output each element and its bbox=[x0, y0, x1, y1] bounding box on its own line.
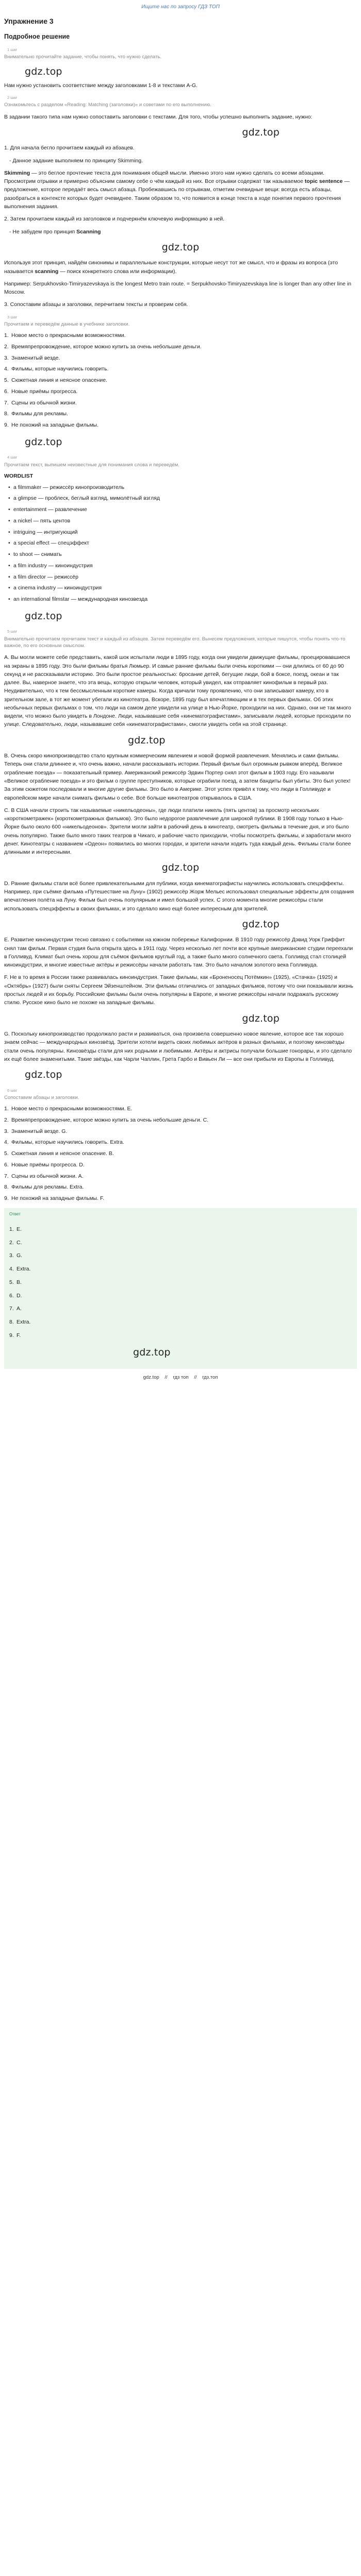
search-banner: Ищите нас по запросу ГДЗ ТОП bbox=[141, 4, 220, 10]
text-span: — предложение, которое передаёт весь смысл абзаца. Пробежавшись по отрывкам, отметим очевидные вещи: всегда есть абзацы, разобраться в контексте которых будет очевиднее. Таким образом то, что появится в конце текста в ходе понятия первого прочтения выполнения задания. bbox=[4, 178, 350, 210]
list-item: 7. Сцены из обычной жизни. bbox=[4, 399, 77, 406]
list-item: 6. Новые приёмы прогресса. D. bbox=[4, 1161, 85, 1168]
answer-item-text: Extra. bbox=[17, 1319, 31, 1326]
footer-link[interactable]: gdz.top bbox=[143, 1375, 159, 1381]
vocab-item: • a nickel — пять центов bbox=[8, 517, 357, 526]
answer-item: 5. B. bbox=[9, 1279, 22, 1285]
watermark: gdz.top bbox=[25, 66, 62, 78]
step-3 bbox=[4, 314, 357, 430]
list-item-text: Новые приёмы прогресса. bbox=[11, 388, 78, 395]
list-item-text: Времяпрепровождение, которое можно купить за очень небольшие деньги. C. bbox=[11, 1116, 209, 1123]
answer-label: Ответ bbox=[9, 1211, 21, 1216]
answer-item: 7. A. bbox=[9, 1306, 22, 1312]
vocab-item: • a special effect — спецэффект bbox=[8, 539, 357, 548]
footer-link[interactable]: гдз топ bbox=[173, 1375, 189, 1381]
answer-item-text: Extra. bbox=[17, 1266, 31, 1273]
list-item-text: Фильмы для рекламы. bbox=[11, 411, 69, 417]
term-skimming: Skimming bbox=[4, 170, 30, 176]
watermark: gdz.top bbox=[128, 734, 166, 746]
step-2 bbox=[4, 95, 357, 309]
list-item: 6. Новые приёмы прогресса. bbox=[4, 388, 78, 395]
step-label: 1 шаг bbox=[7, 47, 18, 52]
step-label: 6 шаг bbox=[7, 1088, 18, 1093]
watermark: gdz.top bbox=[242, 1012, 280, 1024]
footer-separator: // bbox=[194, 1375, 197, 1381]
answer-item: 2. C. bbox=[9, 1239, 22, 1246]
list-item: 1. Новое место о прекрасными возможностями. E. bbox=[4, 1106, 133, 1112]
watermark: gdz.top bbox=[161, 862, 200, 874]
step-label: 2 шаг bbox=[7, 95, 18, 100]
vocab-item: • a film director — режиссёр bbox=[8, 573, 357, 582]
step-caption: Внимательно прочитайте задание, чтобы понять, что нужно сделать. bbox=[4, 54, 162, 60]
list-item-text: Фильмы для рекламы. Extra. bbox=[11, 1184, 84, 1191]
list-item: 5. Сюжетная линия и неясное оnacение. B. bbox=[4, 1150, 114, 1157]
text-span: — это беглое прочтение текста для понимания общей мысли. Именно этого нам нужно сделать со всеми абзацами. Просмотрим отрывки и примерно объясним самому себе о чём каждый из них. Все отрывки содержат так называемое bbox=[4, 170, 325, 185]
list-item: 5. Сюжетная линия и неясное оnacение. bbox=[4, 377, 107, 384]
list-item: 3. Знаменитый вездe. bbox=[4, 354, 60, 361]
headings-list bbox=[4, 332, 357, 430]
list-item-text: Знаменитый вездe. bbox=[11, 354, 60, 361]
list-item-text: Не похожий на западные фильмы. bbox=[11, 422, 99, 429]
list-item-text: Новые приёмы прогресса. D. bbox=[11, 1161, 85, 1168]
step-text: Нам нужно установить соответствие между заголовками 1-8 и текстами A-G. bbox=[4, 82, 198, 89]
text-paragraph-c: C. В США начали строить так называемые «никельодеоны», где люди платили никель (пять центов) за просмотр нескольких «короткометражек» (короткометражных фильмов). Это было недорогое развлечение для широкой публики. В 1908 году только в Нью-Йорке было около 600 «никельодеонов». Зрители могли зайти в рабочий день в кинотеатр, смотреть фильмы в течение дня, и это было очень популярно. Также было много таких театров в Чикаго, и рабочие часто приходили, чтобы посмотреть фильмы, и заработали много денег. Кинотеатры с названием «Одеон» появились во многих городах, и зрители начали ходить туда каждый день. Фильмы стали более длинными и интересными. bbox=[4, 807, 351, 856]
watermark: gdz.top bbox=[242, 918, 280, 930]
vocab-item: • a film industry — кинoиндустрия bbox=[8, 562, 357, 570]
answer-item-text: B. bbox=[17, 1279, 22, 1285]
step-caption: Прочитаем текст, выпишем неизвестные для понимания слова и переведём. bbox=[4, 462, 179, 468]
answer-box bbox=[4, 1208, 357, 1369]
watermark: gdz.top bbox=[25, 610, 62, 622]
matching-list bbox=[4, 1105, 357, 1203]
step-4 bbox=[4, 435, 357, 604]
text-paragraph-e: E. Развитие киноиндустрии тесно связано с событиями на южном побережье Калифорнии. В 1910 году режиссёр Дэвид Уорк Гриффит снял там фильм. Первая студия была открыта здесь в 1911 году. Через несколько лет почти все крупные американские студии переехали в Голливуд. Климат был очень хорош для съёмок фильмов круглый год, а также было много солнечного света. Голливуд стал столицей киноиндустрии, и многие известные актёры и режиссёры начали работать там. Это было началом золотого века Голливуда. bbox=[4, 937, 353, 969]
step-paragraph: В задании такого типа нам нужно сопоставить заголовки с текстами. Для того, чтобы успешно выполнить задание, нужно: bbox=[4, 113, 313, 120]
answer-item: 9. F. bbox=[9, 1332, 21, 1338]
page-title: Упражнение 3 bbox=[4, 17, 54, 25]
text-paragraph-f: F. Не в то время в России также развивалась киноиндустрия. Такие фильмы, как «Броненосец Потёмкин» (1925), «Стачка» (1925) и «Октябрь» (1927) были сняты Сергеем Эйзенштейном. Эти фильмы отличались от западных фильмов, потому что они показывали жизнь простых людей и их борьбу. Российские фильмы были очень популярны в Европе, и многие режиссёры начали подражать русскому стилю. Русское кино было не похоже на западные фильмы. bbox=[4, 974, 354, 1006]
vocab-item: • a glimpse — проблеск, беглый взгляд, мимолётный взгляд bbox=[8, 495, 357, 503]
text-span: Используя этот принцип, найдём синонимы и параллельные конструкции, которые несут тот же смысл, что и фразы из вопроса (это называется bbox=[4, 260, 338, 275]
step-caption: Ознакомьтесь с разделом «Reading: Matching (заголовки)» и советами по его выполнению. bbox=[4, 102, 211, 108]
watermark: gdz.top bbox=[161, 241, 200, 253]
vocab-item: • a filmmaker — режиссёр кинопроизводитель bbox=[8, 484, 357, 492]
watermark: gdz.top bbox=[25, 1069, 62, 1081]
footer-separator: // bbox=[165, 1375, 168, 1381]
solution-subtitle: Подробное решение bbox=[4, 33, 70, 40]
list-item-text: Новое место о прекрасными возможностями. bbox=[11, 332, 126, 339]
answer-item-text: C. bbox=[17, 1239, 22, 1246]
step-caption: Сопоставим абзацы и заголовки. bbox=[4, 1094, 79, 1100]
footer-link[interactable]: гдз.топ bbox=[202, 1375, 218, 1381]
list-item-text: Сюжетная линия и неясное оnacение. B. bbox=[11, 1150, 114, 1157]
list-item: 2. Времяпрепровождение, которое можно купить за очень небольшие деньги. C. bbox=[4, 1116, 209, 1123]
list-item: 8. Фильмы для рекламы. bbox=[4, 411, 69, 417]
list-item-text: Сцены из обычной жизни. bbox=[11, 399, 77, 406]
scanning-paragraph bbox=[4, 259, 357, 276]
list-item: 8. Фильмы для рекламы. Extra. bbox=[4, 1184, 84, 1191]
term-topic-sentence: topic sentence bbox=[304, 178, 343, 185]
vocab-item: • a cinema industry — киноиндустрия bbox=[8, 584, 357, 592]
list-item-text: Фильмы, которые научились говорить. bbox=[11, 366, 109, 372]
answer-item: 8. Extra. bbox=[9, 1319, 31, 1326]
answer-item: 1. E. bbox=[9, 1226, 22, 1232]
step-caption: Прочитаем и переведём данные в учебнике заголовки. bbox=[4, 321, 130, 327]
answer-item-text: E. bbox=[17, 1226, 22, 1232]
vocab-item: • an international filmstar — международная кинозвезда bbox=[8, 596, 357, 604]
text-span: - Не забудем про принцип bbox=[9, 228, 77, 235]
watermark: gdz.top bbox=[242, 126, 280, 138]
list-item: 1. Новое место о прекрасными возможностями. bbox=[4, 332, 126, 339]
step-paragraph: 2. Затем прочитаем каждый из заголовков и подчеркнём ключевую информацию в ней. bbox=[4, 216, 225, 223]
wordlist-heading: WORDLIST bbox=[4, 472, 33, 479]
skimming-paragraph bbox=[4, 169, 357, 211]
step-label: 5 шаг bbox=[7, 629, 18, 634]
list-item: 7. Сцены из обычной жизни. A. bbox=[4, 1173, 84, 1179]
step-paragraph: 3. Сопоставим абзацы и заголовки, перечитаем тексты и проверим себя. bbox=[4, 301, 188, 308]
list-item: 9. Не похожий на западные фильмы. F. bbox=[4, 1195, 105, 1202]
example-paragraph: Например: Serpukhovsko-Timiryazevskaya is the longest Metro train route. = Serpukhovsko-Timiryazevskaya line is longer than any other line in Moscow. bbox=[4, 280, 352, 296]
answer-item-text: F. bbox=[17, 1332, 21, 1338]
text-paragraph-d: D. Ранние фильмы стали всё более привлекательными для публики, когда кинематографисты научились использовать спецэффекты. Например, при съёмке фильма «Путешествие на Луну» (1902) режиссёр Жорж Мельес использовал специальные эффекты для создания впечатления полёта на Луну. Фильм был очень популярным и имел большой успех. С этого момента многие режиссёры стали использовать спецэффекты в своих фильмах, и это сделало кино ещё более интересным для зрителей. bbox=[4, 880, 354, 912]
list-item-text: Сцены из обычной жизни. A. bbox=[11, 1173, 84, 1179]
watermark: gdz.top bbox=[133, 1346, 171, 1358]
text-paragraph-g: G. Поскольку кинопроизводство продолжало расти и развиваться, она произвела совершенно новое явление, которое все так хорошо знаем сейчас — международных кинозвёзд. Зрители хотели видеть своих любимых актёров в разных фильмах, и поэтому кинозвёзды стали очень популярны. Кинозвёзды стали для них родными и любимыми. Актёры и актрисы получали большие гонорары, и это сделало их ещё более знаменитыми. Такие звёзды, как Чарли Чаплин, Грета Гарбо и Вивьен Ли — все они прибыли из Европы в Голливуд. bbox=[4, 1031, 352, 1062]
step-1 bbox=[4, 47, 357, 90]
vocab-item: • entertainment — развлечение bbox=[8, 506, 357, 514]
term-scanning: Scanning bbox=[76, 228, 101, 235]
vocab-item: • to shoot — снимать bbox=[8, 551, 357, 559]
scanning-bullet bbox=[4, 228, 357, 236]
list-item-text: Фильмы, которые научились говорить. Extra. bbox=[11, 1139, 124, 1146]
vocab-item: • intriguing — интригующий bbox=[8, 529, 357, 537]
list-item: 2. Времяпрепровождение, которое можно купить за очень небольшие деньги. bbox=[4, 343, 202, 350]
step-6 bbox=[4, 1067, 357, 1203]
step-caption: Внимательно прочитаем прочитаем текст и каждый из абзацев. Затем переведём его. Вынесем предложения, которые пишутся, чтобы понять что-то важное, по его основным смыслом. bbox=[4, 636, 346, 649]
step-paragraph: - Данное задание выполняем по принципу Skimming. bbox=[9, 157, 143, 164]
list-item-text: Сюжетная линия и неясное оnacение. bbox=[11, 377, 107, 384]
step-paragraph: 1. Для начала бегло прочитаем каждый из абзацев. bbox=[4, 145, 135, 151]
answer-item: 4. Extra. bbox=[9, 1266, 31, 1273]
list-item: 3. Знаменитый везде. G. bbox=[4, 1128, 68, 1134]
watermark: gdz.top bbox=[25, 436, 62, 448]
answer-item-text: A. bbox=[17, 1306, 22, 1312]
wordlist bbox=[4, 484, 357, 604]
answer-item-text: D. bbox=[17, 1292, 22, 1299]
step-label: 3 шаг bbox=[7, 314, 18, 319]
answer-list bbox=[9, 1226, 352, 1340]
list-item: 4. Фильмы, которые научились говорить. Extra. bbox=[4, 1139, 124, 1146]
footer bbox=[4, 1374, 357, 1381]
list-item-text: Времяпрепровождение, которое можно купить за очень небольшие деньги. bbox=[11, 343, 202, 350]
text-span: — поиск конкретного слова или информации). bbox=[58, 268, 177, 275]
step-label: 4 шаг bbox=[7, 455, 18, 460]
list-item: 9. Не похожий на западные фильмы. bbox=[4, 422, 99, 429]
answer-item: 3. G. bbox=[9, 1252, 23, 1259]
text-paragraph-b: B. Очень скоро кинопроизводство стало крупным коммерческим явлением и новой формой развлечения. Менялись и сами фильмы. Теперь они стали длиннее и, что очень важно, начали рассказывать истории. Первый фильм был огромным рывком вперёд. Великое ограбление поезда» — показательный пример. Американский режиссёр Эдвин Портер снял этот фильм в 1903 году. Его называли «Великое ограбление поезда» и это фильм о группе преступников, которые ограбили поезд, а затем бандиты был убиты. Это был успех! За этим сюжетом последовали и многие другие фильмы. Это было в Америке. Этот успех привёл к тому, что люди в Голливуде и европейском мире начали снимать фильмы о себе. Всё больше кинотеатров открывалось в США. bbox=[4, 753, 351, 801]
answer-item: 6. D. bbox=[9, 1292, 22, 1299]
list-item: 4. Фильмы, которые научились говорить. bbox=[4, 366, 109, 372]
text-paragraph-a: A. Вы могли можете себе представить, какой шок испытали люди в 1895 году, когда они увидели движущие фильмы, проецировавшиеся на экраны в 1895 году. Это были фильмы братья Люмьер. И самые ранние фильмы были очень короткими — они длились от 60 до 90 секунд и не рассказывали историю. Это были простое реальностью: бросание детей, бегущие люди, бой в боксе, поезд, океан и так далее. Вы, наверное знаете, что эта вещь, которую открыли человек, который увидел, как отправляет кинофильм в первый раз. Неудивительно, что к тем бессмысленным короткие камеры. Когда кричали тому проявлению, что они записывают камеру, кто в зрительном зале, в тот же момент убегали из кинотеатра. Вскоре, 1895 году был впечатляющим и в тех первых фильмах. Об этих необычных первых фильмах о том, что люди на самом деле увидели на улице в Нью-Йорке, проходили на них. Однако, они не так много видели, что можно было увидеть в Лондоне. Люди, называвшие себя «кинематографистами», записывали людей, которые проходили по улице. Следовательно, люди, называвшие себя «кинематографистами», смогли увидеть себя на этой странице. bbox=[4, 654, 351, 728]
answer-item-text: G. bbox=[17, 1252, 23, 1259]
step-5 bbox=[4, 609, 357, 1063]
list-item-text: Знаменитый везде. G. bbox=[11, 1128, 68, 1134]
list-item-text: Новое место о прекрасными возможностями. E. bbox=[11, 1106, 133, 1112]
term-scanning: scanning bbox=[35, 268, 59, 275]
list-item-text: Не похожий на западные фильмы. F. bbox=[11, 1195, 105, 1202]
